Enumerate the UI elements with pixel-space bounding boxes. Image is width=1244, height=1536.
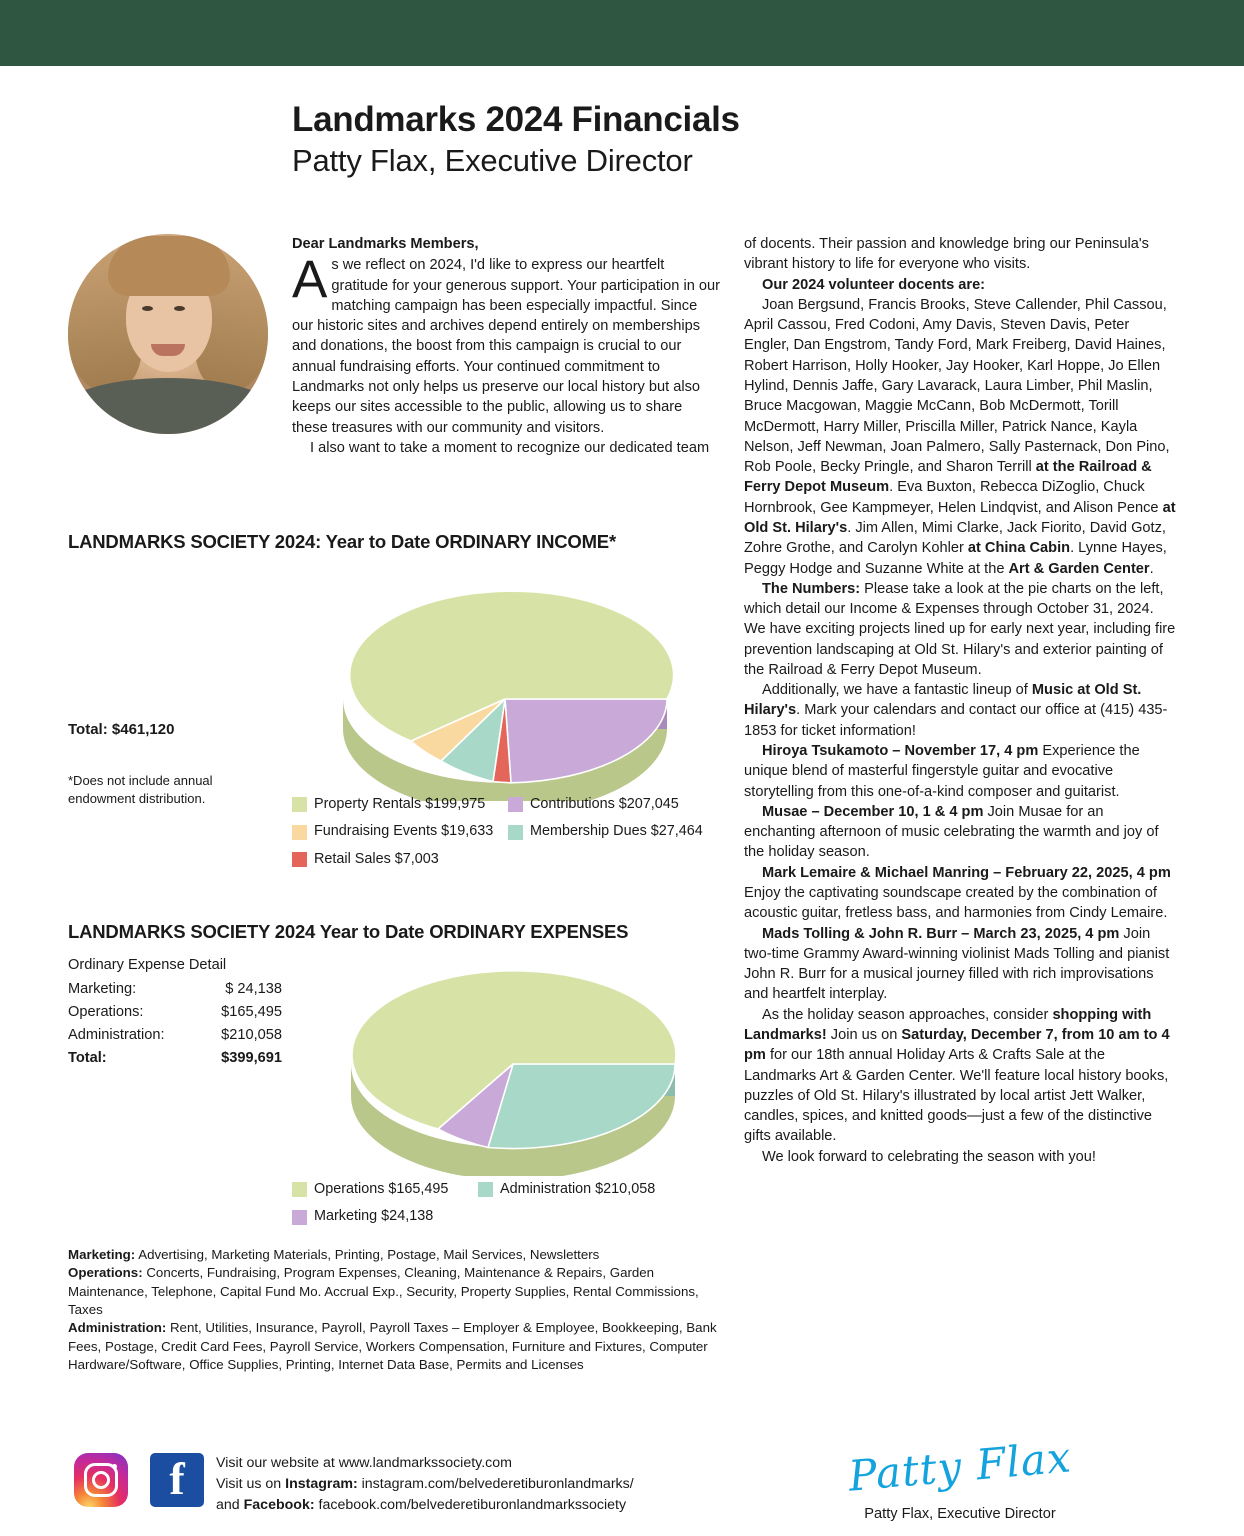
category-label: Administration: — [68, 1320, 167, 1336]
portrait-hair-top — [108, 236, 230, 296]
event-item — [744, 741, 1176, 802]
docents-venue-chinacabin: at China Cabin — [967, 540, 1071, 557]
legend-swatch-icon — [292, 1210, 307, 1225]
category-note-administration — [68, 1319, 720, 1374]
legend-swatch-icon — [292, 852, 307, 867]
facebook-icon[interactable]: f — [150, 1453, 204, 1507]
holiday-post: for our 18th annual Holiday Arts & Crafts Sale at the Landmarks Art & Garden Center. We'll feature local history books, puzzles of Old St. Hilary's illustrated by local artist Jett Walker, candles, spices, and knitted goods—just a few of the distinctive gifts available. — [744, 1047, 1169, 1145]
category-note-marketing — [68, 1246, 720, 1264]
expense-row-value: $210,058 — [221, 1027, 282, 1044]
holiday-date-bold: Saturday, December 7, from 10 am to 4 pm — [744, 1026, 1170, 1064]
legend-label: Marketing $24,138 — [314, 1208, 434, 1225]
table-row — [68, 1024, 282, 1047]
expense-legend — [292, 1176, 692, 1231]
event-item — [744, 802, 1176, 863]
numbers-label: The Numbers: — [762, 580, 861, 597]
holiday-pre: As the holiday season approaches, consider — [762, 1006, 1053, 1023]
expense-detail-heading: Ordinary Expense Detail — [68, 957, 227, 973]
legend-row — [292, 1176, 692, 1203]
docents-venue-depot: at the Railroad & Ferry Depot Museum — [744, 459, 1152, 496]
numbers-paragraph — [744, 579, 1176, 680]
expense-section-heading: LANDMARKS SOCIETY 2024 Year to Date ORDINARY EXPENSES — [68, 921, 629, 942]
legend-swatch-icon — [508, 825, 523, 840]
income-pie-svg — [280, 571, 730, 801]
music-paragraph — [744, 680, 1176, 741]
docents-list-g: . Lynne Hayes, Peggy Hodge and Suzanne White at the — [744, 540, 1167, 577]
instagram-dot — [112, 1464, 117, 1469]
music-series-name: Music at Old St. Hilary's — [744, 682, 1142, 719]
website-line[interactable]: Visit our website at www.landmarkssociety.com — [216, 1455, 512, 1471]
legend-label: Contributions $207,045 — [530, 796, 679, 812]
facebook-line[interactable] — [216, 1495, 736, 1516]
legend-label: Retail Sales $7,003 — [314, 850, 439, 867]
income-section-heading: LANDMARKS SOCIETY 2024: Year to Date ORDINARY INCOME* — [68, 531, 616, 552]
letter-paragraph-2: I also want to take a moment to recognize our dedicated team — [310, 439, 710, 456]
expense-detail-table — [68, 954, 282, 1070]
instagram-circle — [92, 1471, 110, 1489]
expense-row-value: $ 24,138 — [225, 981, 282, 998]
event-title: Mark Lemaire & Michael Manring – February 22, 2025, 4 pm — [762, 864, 1171, 881]
docents-list-i: . — [1149, 560, 1154, 577]
footer-links — [216, 1453, 736, 1516]
letter-column — [292, 234, 720, 458]
portrait-eye-left — [142, 306, 153, 311]
legend-swatch-icon — [292, 1182, 307, 1197]
signature-block — [744, 1432, 1176, 1522]
category-text: Concerts, Fundraising, Program Expenses, Cleaning, Maintenance & Repairs, Garden Maintenance, Telephone, Capital Fund Mo. Accrual Exp., Security, Property Supplies, Rental Commissions, Taxes — [68, 1265, 699, 1318]
expense-row-label: Marketing: — [68, 981, 137, 998]
legend-row — [292, 818, 712, 845]
docents-list-c: . Eva Buxton, Rebecca DiZoglio, Chuck Hornbrook, Gee Kampmeyer, Helen Lindqvist, and Alison Pence — [744, 479, 1163, 516]
expense-row-label: Administration: — [68, 1027, 165, 1044]
music-pre: Additionally, we have a fantastic lineup of — [762, 682, 1032, 699]
legend-row — [292, 791, 712, 818]
legend-swatch-icon — [292, 825, 307, 840]
legend-swatch-icon — [292, 797, 307, 812]
table-row — [68, 1001, 282, 1024]
event-title: Mads Tolling & John R. Burr – March 23, 2025, 4 pm — [762, 925, 1120, 942]
docents-venue-sthilarys: at Old St. Hilary's — [744, 499, 1176, 536]
legend-item-contributions — [508, 791, 679, 818]
holiday-shopping-bold: shopping with Landmarks! — [744, 1006, 1152, 1043]
document-page — [0, 66, 1244, 1536]
instagram-handle: instagram.com/belvederetiburonlandmarks/ — [357, 1476, 634, 1493]
legend-item-property-rentals — [292, 791, 508, 818]
event-description: Enjoy the captivating soundscape created by the combination of acoustic guitar, fretless bass, and harmonies from Cindy Lemaire. — [744, 885, 1168, 922]
legend-swatch-icon — [478, 1182, 493, 1197]
event-title: Hiroya Tsukamoto – November 17, 4 pm — [762, 743, 1039, 760]
facebook-label: Facebook: — [243, 1497, 315, 1514]
docents-heading — [744, 275, 1176, 295]
signature-name: Patty Flax, Executive Director — [864, 1506, 1056, 1522]
docents-list-a: Joan Bergsund, Francis Brooks, Steve Callender, Phil Cassou, April Cassou, Fred Codoni, Amy Davis, Steven Davis, Peter Engler, Dan Engstrom, Tandy Ford, Mark Freiberg, David Haines, Robert Harrison, Holly Hooker, Jay Hooker, Karl Hoppe, Jo Ellen Hylind, Dennis Jaffe, Gary Lavarack, Laura Limber, Phil Maslin, Bruce Macgowan, Maggie McCann, Bob McDermott, Torill McDermott, Harry Miller, Priscilla Miller, Patrick Nance, Kayla Nelson, Jeff Newman, Joan Palmero, Sally Pasternack, Don Pino, Rob Poole, Becky Pringle, and Sharon Terrill — [744, 296, 1170, 476]
title-block — [292, 102, 1092, 178]
income-total: Total: $461,120 — [68, 721, 175, 738]
event-title: Musae – December 10, 1 & 4 pm — [762, 803, 984, 820]
right-column — [744, 234, 1176, 1167]
holiday-paragraph — [744, 1005, 1176, 1147]
portrait-shoulders — [68, 378, 268, 434]
instagram-icon[interactable] — [74, 1453, 128, 1507]
expense-pie-svg — [288, 946, 738, 1176]
expense-row-label: Operations: — [68, 1004, 144, 1021]
income-footnote: *Does not include annual endowment distribution. — [68, 773, 213, 806]
legend-label: Operations $165,495 — [314, 1181, 449, 1197]
instagram-prefix: Visit us on — [216, 1476, 286, 1493]
facebook-handle: facebook.com/belvederetiburonlandmarkssociety — [314, 1497, 627, 1514]
legend-item-operations — [292, 1176, 478, 1203]
legend-item-membership-dues — [508, 818, 703, 845]
legend-row — [292, 1203, 692, 1230]
page-title: Landmarks 2024 Financials — [292, 100, 740, 139]
footer — [68, 1451, 728, 1531]
expense-row-value: $165,495 — [221, 1004, 282, 1021]
legend-label: Administration $210,058 — [500, 1181, 656, 1197]
legend-item-administration — [478, 1176, 655, 1203]
signature-image: Patty Flax — [846, 1432, 1074, 1501]
drop-cap: A — [292, 250, 328, 310]
category-label: Marketing: — [68, 1247, 136, 1262]
holiday-mid: Join us on — [826, 1026, 902, 1043]
docents-list-e: . Jim Allen, Mimi Clarke, Jack Fiorito, David Gotz, Zohre Grothe, and Carolyn Kohler — [744, 519, 1166, 557]
facebook-prefix: and — [216, 1497, 244, 1514]
legend-label: Membership Dues $27,464 — [530, 823, 703, 840]
legend-label: Fundraising Events $19,633 — [314, 823, 494, 840]
event-item — [744, 924, 1176, 1005]
expense-total-label: Total: — [68, 1050, 107, 1067]
page-subtitle: Patty Flax, Executive Director — [292, 142, 693, 178]
category-label: Operations: — [68, 1265, 143, 1281]
income-legend — [292, 791, 712, 873]
docents-list — [744, 295, 1176, 579]
portrait-eye-right — [174, 306, 185, 311]
closing-line: We look forward to celebrating the season with you! — [762, 1148, 1096, 1165]
legend-item-retail-sales — [292, 846, 439, 873]
legend-row — [292, 846, 712, 873]
legend-label: Property Rentals $199,975 — [314, 796, 486, 812]
category-notes — [68, 1246, 720, 1374]
instagram-line[interactable] — [216, 1474, 736, 1495]
docents-heading-text: Our 2024 volunteer docents are: — [762, 276, 986, 293]
expense-total-value: $399,691 — [221, 1050, 282, 1067]
docents-venue-artgarden: Art & Garden Center — [1008, 560, 1150, 577]
event-description: Join Musae for an enchanting afternoon of music celebrating the warmth and joy of the holiday season. — [744, 803, 1159, 861]
category-note-operations — [68, 1264, 720, 1319]
instagram-label: Instagram: — [285, 1476, 358, 1493]
table-row — [68, 978, 282, 1001]
event-description: Experience the unique blend of masterful fingerstyle guitar and evocative storytelling from this one-of-a-kind composer and guitarist. — [744, 743, 1140, 800]
top-green-bar — [0, 0, 1244, 66]
legend-item-marketing — [292, 1203, 433, 1230]
event-description: Join two-time Grammy Award-winning violinist Mads Tolling and pianist John R. Burr for a musical journey filled with rich improvisations and heartfelt interplay. — [744, 925, 1170, 1003]
letter-paragraph-1-text: s we reflect on 2024, I'd like to express our heartfelt gratitude for your generous support. Your participation in our matching campaign has been especially impactful. Since our historic sites and archives depend entirely on memberships and donations, the boost from this campaign is crucial to our annual fundraising efforts. Your continued commitment to Landmarks not only helps us preserve our local history but also keeps our sites accessible to the public, allowing us to share these treasures with our community and visitors. — [292, 257, 720, 436]
category-text: Advertising, Marketing Materials, Printing, Postage, Mail Services, Newsletters — [135, 1247, 600, 1262]
letter-paragraph-1 — [292, 250, 720, 438]
avatar — [68, 234, 268, 434]
legend-item-fundraising-events — [292, 818, 508, 845]
numbers-body: Please take a look at the pie charts on the left, which detail our Income & Expenses through October 31, 2024. We have exciting projects lined up for early next year, including fire prevention landscaping at Old St. Hilary's and exterior painting of the Railroad & Ferry Depot Museum. — [744, 580, 1176, 678]
expense-pie-chart — [288, 946, 738, 1176]
docent-intro: of docents. Their passion and knowledge bring our Peninsula's vibrant history to life for everyone who visits. — [744, 236, 1149, 273]
income-pie-chart — [280, 571, 730, 801]
music-post: . Mark your calendars and contact our office at (415) 435-1853 for ticket information! — [744, 702, 1168, 739]
event-item — [744, 863, 1176, 924]
category-text: Rent, Utilities, Insurance, Payroll, Payroll Taxes – Employer & Employee, Bookkeeping, Bank Fees, Postage, Credit Card Fees, Payroll Service, Workers Compensation, Furniture and Fixtures, Computer Hardware/Software, Office Supplies, Printing, Internet Data Base, Permits and Licenses — [68, 1320, 717, 1373]
legend-swatch-icon — [508, 797, 523, 812]
table-row-total — [68, 1047, 282, 1070]
letter-salutation: Dear Landmarks Members, — [292, 236, 479, 252]
